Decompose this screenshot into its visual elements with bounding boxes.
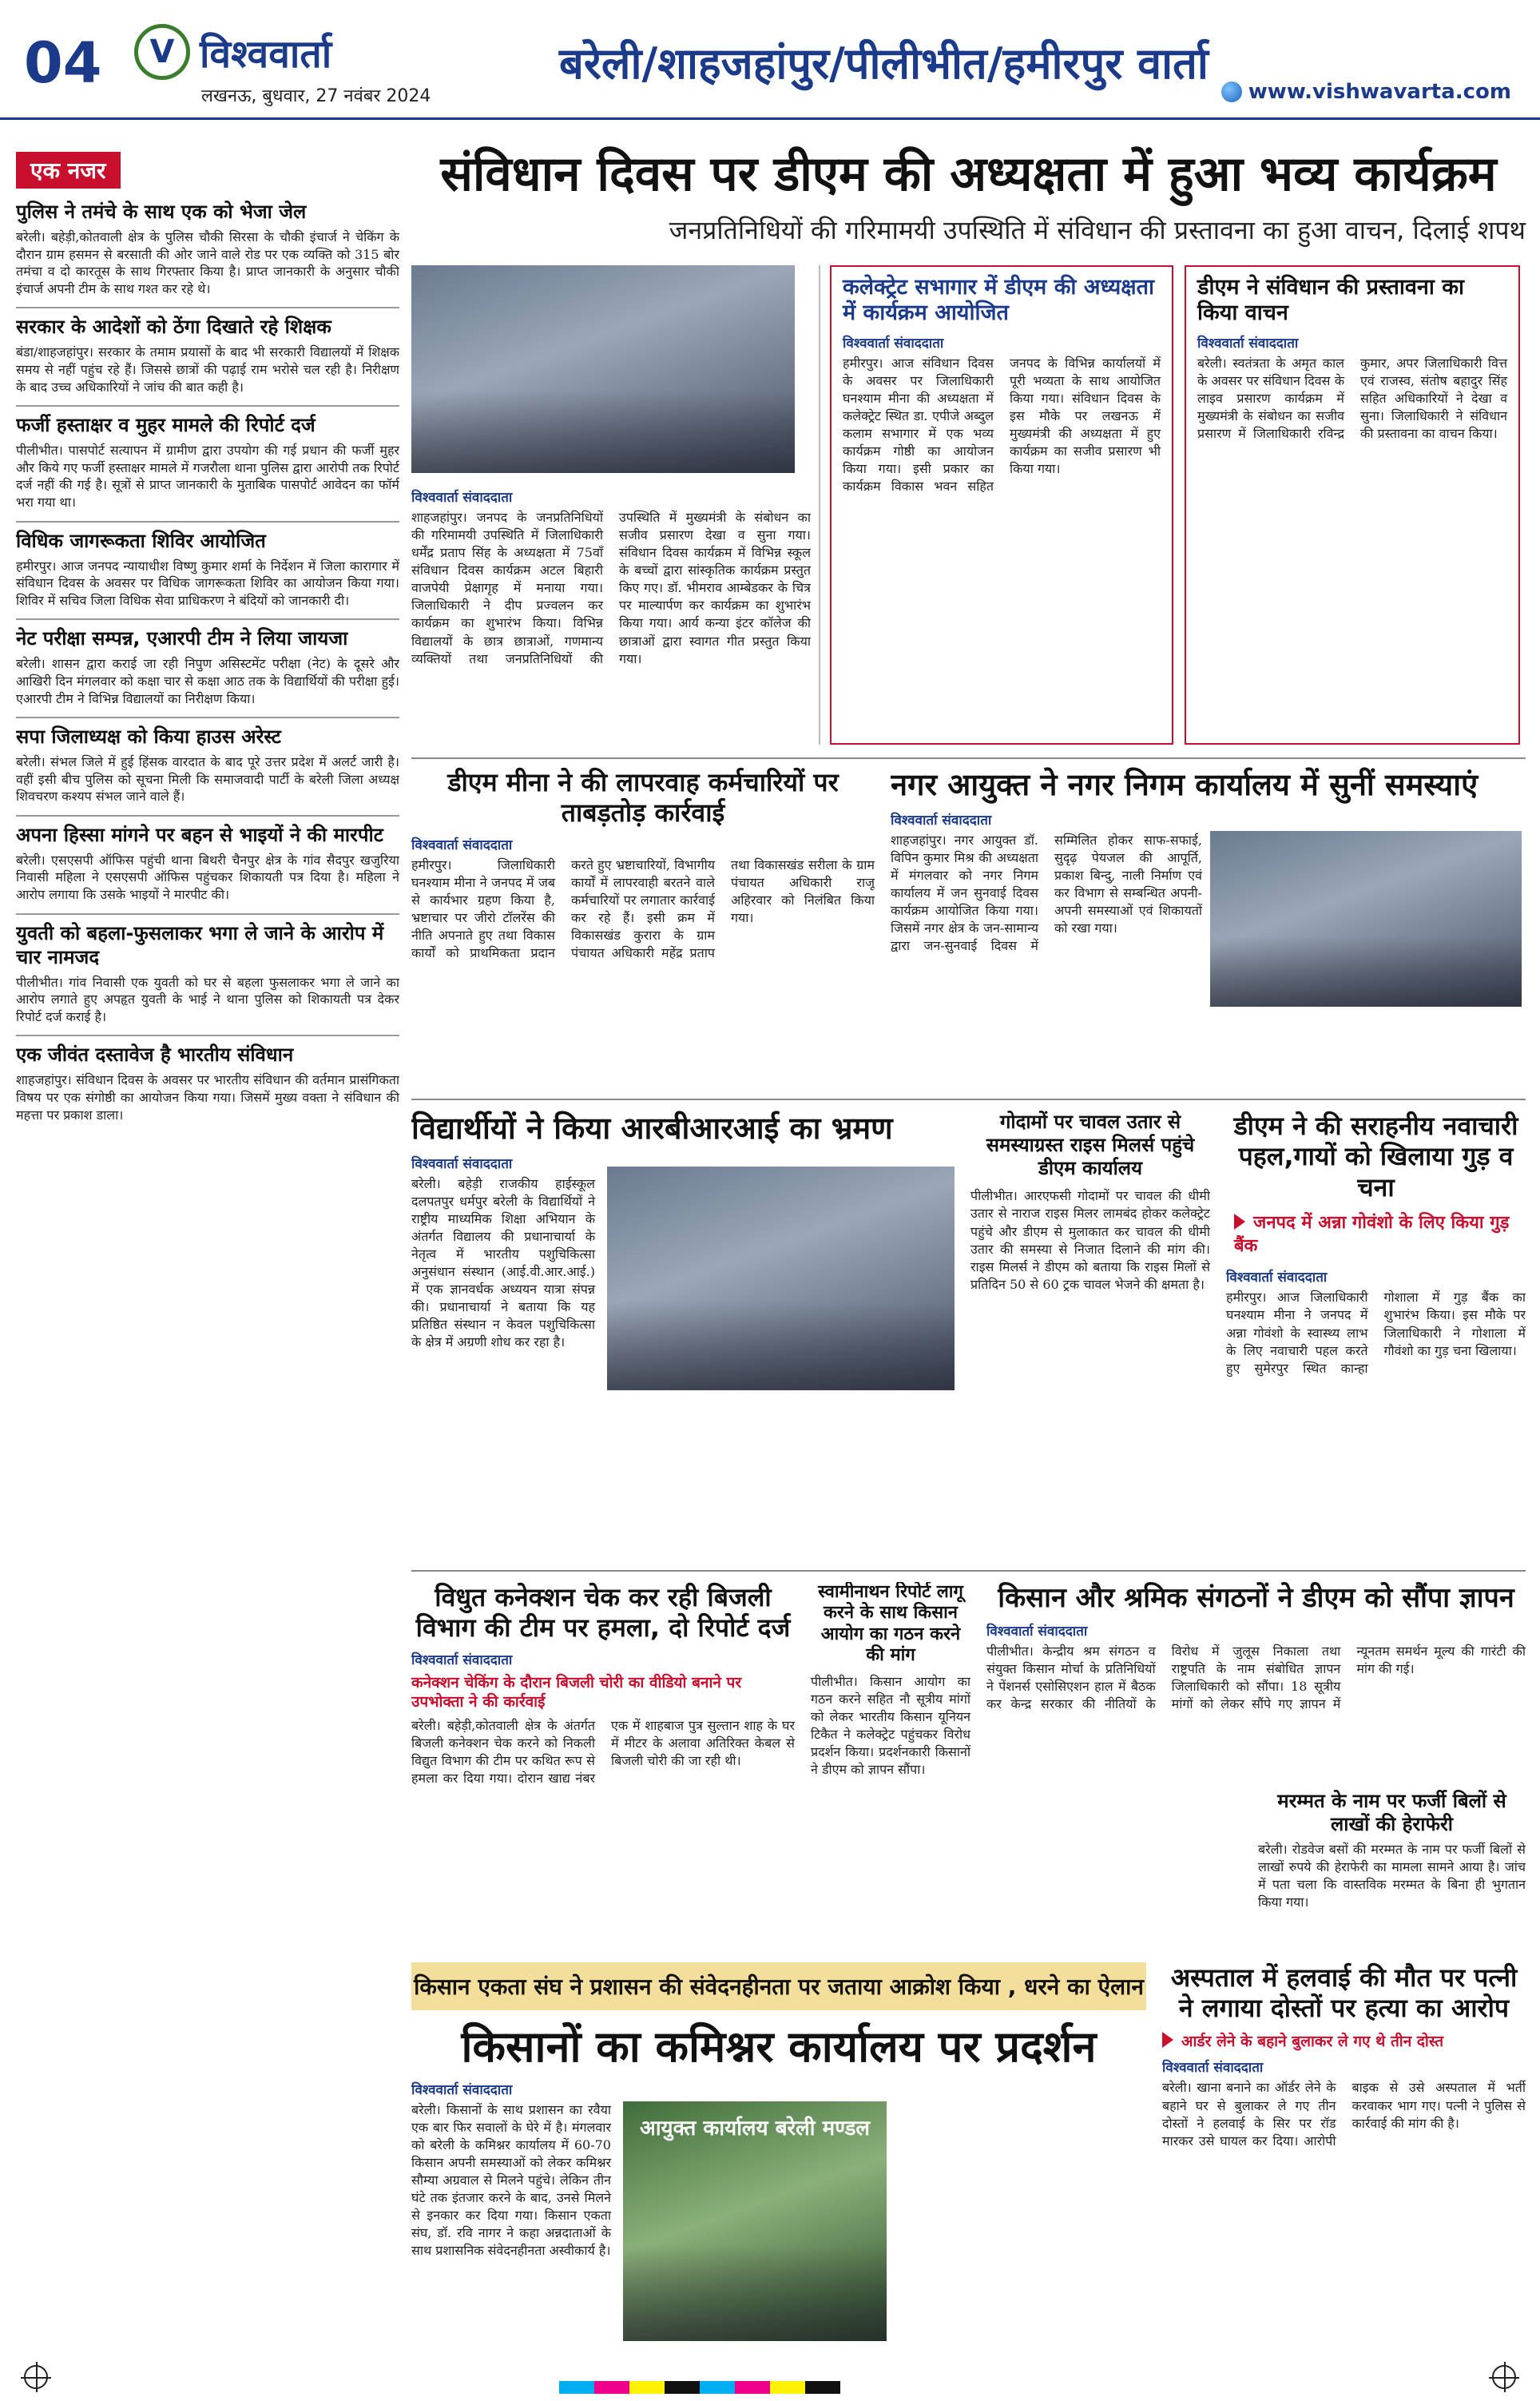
brief-title: अपना हिस्सा मांगने पर बहन से भाइयों ने की मारपीट [16,823,383,846]
brief-title: विधिक जागरूकता शिविर आयोजित [16,529,266,552]
masthead [0,0,1540,120]
story-headline: विद्यार्थीयों ने किया आरबीआरआई का भ्रमण [411,1111,893,1146]
callout-text: जनपद में अन्ना गोवंशो के लिए किया गुड़ बैंक [1234,1213,1510,1256]
lead-headline: संविधान दिवस पर डीएम की अध्यक्षता में हुआ भव्य कार्यक्रम [440,146,1497,202]
brief-item [16,823,399,904]
hospital-story [1162,1962,1526,2378]
main-area [411,128,1526,2389]
pointer-icon [1234,1214,1245,1230]
story-headline: अस्पताल में हलवाई की मौत पर पत्नी ने लगाया दोस्तों पर हत्या का आरोप [1170,1962,1518,2024]
brief-item [16,1043,399,1123]
story-headline: किसानों का कमिश्नर कार्यालय पर प्रदर्शन [461,2021,1097,2072]
collectorate-story [830,265,1173,745]
innovation-story [1226,1111,1526,1558]
story-headline: मरम्मत के नाम पर फर्जी बिलों से लाखों की हेराफेरी [1277,1790,1506,1835]
brief-item [16,315,399,396]
registration-mark [1492,2365,1516,2389]
magenta-swatch [735,2381,770,2394]
story-headline: डीएम मीना ने की लापरवाह कर्मचारियों पर ताबड़तोड़ कार्रवाई [447,767,839,829]
brief-title: फर्जी हस्ताक्षर व मुहर मामले की रिपोर्ट दर्ज [16,414,316,437]
story-callout [1226,1212,1526,1258]
byline: विश्ववार्ता संवाददाता [1197,335,1299,352]
brief-title: सरकार के आदेशों को ठेंगा दिखाते रहे शिक्षक [16,316,331,339]
story-headline: कलेक्ट्रेट सभागार में डीएम की अध्यक्षता में कार्यक्रम आयोजित [843,275,1155,326]
divider [16,521,399,523]
story-body: हमीरपुर। आज जिलाधिकारी घनश्याम मीना ने जनपद में अन्ना गोवंशो के स्वास्थ्य लाभ के लिए नवाचारी पहल करते हुए सुमेरपुर स्थित कान्हा गोशाला में गुड़ बैंक का शुभारंभ किया। इस मौके पर जिलाधिकारी ने गोशाला में गौवंशो का गुड़ चना खिलाया। [1226,1290,1526,1376]
story-headline: डीएम ने की सराहनीय नवाचारी पहल,गायों को खिलाया गुड़ व चना [1233,1111,1518,1202]
dateline: लखनऊ, बुधवार, 27 नवंबर 2024 [201,86,431,106]
pointer-icon [1162,2032,1173,2048]
brief-text: पीलीभीत। गांव निवासी एक युवती को घर से बहला फुसलाकर भगा ले जाने का आरोप लगाते हुए अपहृत युवती के भाई ने थाना पुलिस को शिकायती पत्र देकर रिपोर्ट दर्ज कराई है। [16,974,399,1024]
protest-photo [623,2101,887,2341]
section-rule [411,1570,1526,1572]
brief-title: नेट परीक्षा सम्पन्न, एआरपी टीम ने लिया जायजा [16,627,348,650]
registration-mark [24,2365,48,2389]
story-headline: किसान और श्रमिक संगठनों ने डीएम को सौंपा ज्ञापन [998,1582,1514,1614]
divider [16,717,399,718]
mayor-action-story [411,767,875,1087]
brief-text: पीलीभीत। पासपोर्ट सत्यापन में ग्रामीण द्वारा उपयोग की गई प्रधान की फर्जी मुहर और किये गए फर्जी हस्ताक्षर मामले में गजरौला थाना पुलिस द्वारा आरोपी तक रिपोर्ट दर्ज नहीं की गई है। सूत्रों से प्राप्त जानकारी के मुताबिक पासपोर्ट आवेदन का फॉर्म भरा गया था। [16,443,399,510]
brief-item [16,626,399,707]
byline: विश्ववार्ता संवाददाता [1162,2060,1264,2077]
brief-title: युवती को बहला-फुसलाकर भगा ले जाने के आरोप में चार नामजद [16,921,384,968]
byline: विश्ववार्ता संवाददाता [411,1155,513,1172]
cyan-swatch [700,2381,735,2394]
brief-text: बरेली। संभल जिले में हुई हिंसक वारदात के बाद पूरे उत्तर प्रदेश में अलर्ट जारी है। वहीं इसी बीच पुलिस को सूचना मिली कि समाजवादी पार्टी के बरेली जिला अध्यक्ष शिवचरण कश्यप संभल जाने वाले हैं। [16,754,399,805]
left-column [16,152,399,2381]
swaminathan-story [811,1582,970,1950]
logo-letter: V [149,34,175,70]
demolition-story [1258,1790,1526,1950]
magenta-swatch [594,2381,629,2394]
brief-text: बंडा/शाहजहांपुर। सरकार के तमाम प्रयासों के बाद भी सरकारी विद्यालयों में शिक्षक समय से नहीं पहुंच रहे हैं। जिससे छात्रों की पढ़ाई राम भरोसे चल रही है। निरीक्षण के बाद उच्च अधिकारियों ने जांच की बात कही है। [16,344,399,395]
section-tag: एक नजर [16,152,121,189]
story-body: बरेली। किसानों के साथ प्रशासन का रवैया एक बार फिर सवालों के घेरे में है। मंगलवार को बरेली के कमिश्नर कार्यालय में 60-70 किसान अपनी समस्याओं को लेकर कमिश्नर सौम्या अग्रवाल से मिलने पहुंचे। लेकिन तीन घंटे तक इंतजार करने के बाद, उनसे मिलने से इनकार कर दिया गया। किसान एकता संघ, डॉ. रवि नागर ने कहा अन्नदाताओं के साथ प्रशासनिक संवेदनहीनता अस्वीकार्य है। [411,2101,611,2259]
byline: विश्ववार्ता संवाददाता [411,837,513,853]
brief-item [16,200,399,297]
divider [16,307,399,308]
byline: विश्ववार्ता संवाददाता [843,335,944,352]
story-callout: कनेक्शन चेकिंग के दौरान बिजली चोरी का वीडियो बनाने पर उपभोक्ता ने की कार्रवाई [411,1673,742,1711]
story-body: हमीरपुर। जिलाधिकारी घनश्याम मीना ने जनपद में जब से कार्यभार ग्रहण किया है, भ्रष्टाचार पर जीरो टॉलरेंस की नीति अपनाते हुए तथा विकास कार्यों को प्राथमिकता प्रदान करते हुए भ्रष्टाचारियों, विभागीय कार्यों में लापरवाही बरतने वाले कर्मचारियों पर लगातार कार्रवाई कर रहे हैं। इसी क्रम में विकासखंड कुरारा के ग्राम पंचायत अधिकारी महेंद्र प्रताप तथा विकासखंड सरीला के ग्राम पंचायत अधिकारी राजू अहिरवार को निलंबित किया गया। [411,857,875,961]
divider [16,618,399,620]
brief-title: एक जीवंत दस्तावेज है भारतीय संविधान [16,1043,294,1067]
globe-icon [1221,81,1242,102]
page-number: 04 [24,30,102,96]
story-body: बरेली। बहेड़ी,कोतवाली क्षेत्र के अंतर्गत बिजली कनेक्शन चेक करने को निकली विद्युत विभाग की टीम पर कथित रूप से हमला कर दिया गया। दोरान खाद्य नंबर एक में शाहबाज पुत्र सुल्तान शाह के घर में मीटर के अलावा अतिरिक्त केबल से बिजली चोरी की जा रही थी। [411,1718,795,1787]
byline: विश्ववार्ता संवाददाता [411,2081,513,2098]
brief-title: सपा जिलाध्यक्ष को किया हाउस अरेस्ट [16,725,281,749]
story-body: बरेली। खाना बनाने का ऑर्डर लेने के बहाने घर से बुलाकर ले गए तीन दोस्तों ने हलवाई के सिर पर रॉड मारकर उसे घायल कर दिया। आरोपी बाइक से उसे अस्पताल में भर्ती करवाकर भाग गए। पत्नी ने पुलिस से कार्रवाई की मांग की है। [1162,2080,1526,2149]
brief-text: बरेली। बहेड़ी,कोतवाली क्षेत्र के पुलिस चौकी सिरसा के चौकी इंचार्ज ने चेकिंग के दौरान ग्राम हसमन से बरसाती की ओर जाने वाले रोड पर एक व्यक्ति को 315 बोर तमंचा व दो कारतूस के साथ गिरफ्तार किया है। प्राप्त जानकारी के अनुसार चौकी इंचार्ज अपनी टीम के साथ गश्त कर रहे थे। [16,229,399,296]
lead-article [411,481,811,737]
brief-item [16,725,399,805]
brief-item [16,529,399,610]
story-headline: गोदामों पर चावल उतार से समस्याग्रस्त राइस मिलर्स पहुंचे डीएम कार्यालय [986,1111,1195,1179]
story-body: बरेली। बहेड़ी राजकीय हाईस्कूल दलपतपुर धर्मपुर बरेली के विद्यार्थियों ने राष्ट्रीय माध्यमिक शिक्षा अभियान के अंतर्गत विद्यालय की प्रधानाचार्या के नेतृत्व में भारतीय पशुचिकित्सा अनुसंधान संस्थान (आई.वी.आर.आई.) में एक ज्ञानवर्धक अध्ययन यात्रा संपन्न की। प्रधानाचार्या ने बताया कि यह प्रतिष्ठित संस्थान न केवल पशुचिकित्सा के क्षेत्र में अग्रणी शोध कर रहा है। [411,1175,595,1350]
brief-title: पुलिस ने तमंचे के साथ एक को भेजा जेल [16,201,307,223]
electricity-story [411,1582,795,1950]
story-body: बरेली। स्वतंत्रता के अमृत काल के अवसर पर संविधान दिवस के लाइव प्रसारण कार्यक्रम में मुख्यमंत्री के संबोधन का सजीव प्रसारण में जिलाधिकारी रविन्द्र कुमार, अपर जिलाधिकारी वित्त एवं राजस्व, संतोष बहादुर सिंह सहित अधिकारियों ने देखा व सुना। जिलाधिकारी ने संविधान की प्रस्तावना का वाचन किया। [1197,355,1507,442]
byline: विश्ववार्ता संवाददाता [1226,1270,1328,1286]
yellow-swatch [629,2381,665,2394]
brief-item [16,921,399,1026]
farmers-banner: किसान एकता संघ ने प्रशासन की संवेदनहीनता पर जताया आक्रोश किया , धरने का ऐलान [411,1962,1146,2010]
rbi-photo [607,1167,955,1390]
story-headline: डीएम ने संविधान की प्रस्तावना का किया वाचन [1197,275,1465,326]
hearing-photo [1210,831,1522,1007]
section-rule [411,757,1526,759]
preamble-story [1185,265,1520,745]
story-body: पीलीभीत। केन्द्रीय श्रम संगठन व संयुक्त किसान मोर्चा के प्रतिनिधियों ने पेंशनर्स एसोसिएशन हाल में बैठक कर केन्द्र सरकार की नीतियों के विरोध में जुलूस निकाला तथा राष्ट्रपति के नाम संबोधित ज्ञापन जिलाधिकारी को सौंपा। 18 सूत्रीय मांगों को लेकर सौंपे गए ज्ञापन में न्यूनतम समर्थन मूल्य की गारंटी की मांग की गई। [986,1643,1526,1712]
story-headline: विधुत कनेक्शन चेक कर रही बिजली विभाग की टीम पर हमला, दो रिपोर्ट दर्ज [415,1582,791,1644]
cyan-swatch [559,2381,594,2394]
callout-text: आर्डर लेने के बहाने बुलाकर ले गए थे तीन दोस्त [1181,2032,1444,2050]
story-body: पीलीभीत। आरएफसी गोदामों पर चावल की धीमी उतार से नाराज राइस मिलर लामबंद होकर कलेक्ट्रेट पहुंचे और डीएम से मुलाकात कर चावल की धीमी उतार की समस्या से निजात दिलाने की मांग की। राइस मिलर्स ने डीएम को बताया कि राइस मिलों से प्रतिदिन 50 से 60 ट्रक चावल भेजने की क्षमता है। [970,1188,1210,1292]
lead-subhead: जनप्रतिनिधियों की गरिमामयी उपस्थिति में संविधान की प्रस्तावना का हुआ वाचन, दिलाई शपथ [669,215,1526,245]
color-bar [559,2381,840,2394]
divider [16,815,399,817]
yellow-swatch [770,2381,805,2394]
brief-text: बरेली। एसएसपी ऑफिस पहुंची थाना बिथरी चैनपुर क्षेत्र के गांव सैदपुर खजुरिया निवासी महिला ने एसएसपी ऑफिस पहुंचकर शिकायती पत्र दिया है। महिला ने आरोप लगाया कि उसके भाइयों ने मारपीट की। [16,852,399,903]
region-title: बरेली/शाहजहांपुर/पीलीभीत/हमीरपुर वार्ता [559,38,1209,89]
black-swatch [665,2381,700,2394]
story-callout [1162,2032,1526,2052]
column-rule [819,265,820,745]
website[interactable] [1221,80,1511,104]
story-headline: स्वामीनाथन रिपोर्ट लागू करने के साथ किसान आयोग का गठन करने की मांग [818,1582,963,1666]
story-body: पीलीभीत। किसान आयोग का गठन करने सहित नौ सूत्रीय मांगों को लेकर भारतीय किसान यूनियन टिकैत ने कलेक्ट्रेट पहुंचकर विरोध प्रदर्शन किया। प्रदर्शनकारी किसानों ने डीएम को ज्ञापन सौंपा। [811,1673,970,1777]
byline: विश्ववार्ता संवाददाता [986,1623,1088,1640]
rice-millers-story [970,1111,1210,1558]
brief-text: बरेली। शासन द्वारा कराई जा रही निपुण असिस्टमेंट परीक्षा (नेट) के दूसरे और आखिरी दिन मंगलवार को कक्षा चार से कक्षा आठ तक के विद्यार्थियों की परीक्षा हुई। एआरपी टीम ने विभिन्न विद्यालयों का निरीक्षण किया। [16,656,399,706]
divider [16,405,399,407]
brief-text: शाहजहांपुर। संविधान दिवस के अवसर पर भारतीय संविधान की वर्तमान प्रासंगिकता विषय पर एक संगोष्ठी का आयोजन किया गया। जिसमें मुख्य वक्ता ने संविधान की महत्ता पर प्रकाश डाला। [16,1072,399,1123]
brief-item [16,413,399,511]
story-body: बरेली। रोडवेज बसों की मरम्मत के नाम पर फर्जी बिलों से लाखों रुपये की हेराफेरी का मामला सामने आया है। जांच में पता चला कि वास्तविक मरम्मत के बिना ही भुगतान किया गया। [1258,1841,1526,1910]
black-swatch [805,2381,840,2394]
logo [134,24,190,80]
brand-name: विश्ववार्ता [200,32,332,77]
divider [16,913,399,915]
byline: विश्ववार्ता संवाददाता [411,1652,513,1668]
story-body: हमीरपुर। आज संविधान दिवस के अवसर पर जिलाधिकारी घनश्याम मीना की अध्यक्षता में कलेक्ट्रेट स्थित डा. एपीजे अब्दुल कलाम सभागार में एक भव्य कार्यक्रम गोष्ठी का आयोजन किया गया। इसी प्रकार का कार्यक्रम विकास भवन सहित जनपद के विभिन्न कार्यालयों में पूरी भव्यता के साथ आयोजित किया गया। संविधान दिवस के इस मौके पर लखनऊ में मुख्यमंत्री की अध्यक्षता में हुए कार्यक्रम का सजीव प्रसारण भी किया गया। [843,355,1161,495]
lead-photo [411,265,795,473]
story-headline: नगर आयुक्त ने नगर निगम कार्यालय में सुनीं समस्याएं [891,767,1478,802]
byline: विश्ववार्ता संवाददाता [411,490,513,506]
section-rule [411,1099,1526,1100]
byline: विश्ववार्ता संवाददाता [891,812,992,829]
lead-body: शाहजहांपुर। जनपद के जनप्रतिनिधियों की गरिमामयी उपस्थिति में जिलाधिकारी धर्मेंद्र प्रताप सिंह के अध्यक्षता में 75वाँ संविधान दिवस कार्यक्रम अटल बिहारी वाजपेयी प्रेक्षागृह में मनाया गया। जिलाधिकारी ने दीप प्रज्वलन कर कार्यक्रम का शुभारंभ किया। विभिन्न विद्यालयों के छात्र छात्राओं, गणमान्य व्यक्तियों तथा जनप्रतिनिधियों की उपस्थिति में मुख्यमंत्री के संबोधन का सजीव प्रसारण देखा व सुना गया। संविधान दिवस कार्यक्रम में विभिन्न स्कूल के बच्चों द्वारा सांस्कृतिक कार्यक्रम प्रस्तुत किए गए। डॉ. भीमराव आम्बेडकर के चित्र पर माल्यार्पण कर कार्यक्रम का शुभारंभ किया गया। आर्य कन्या इंटर कॉलेज की छात्राओं द्वारा स्वागत गीत प्रस्तुत किया गया। [411,510,811,666]
story-body: शाहजहांपुर। नगर आयुक्त डॉ. विपिन कुमार मिश्र की अध्यक्षता में मंगलवार को नगर निगम कार्यालय में जन सुनवाई दिवस कार्यक्रम आयोजित किया गया। जिसमें नगर क्षेत्र के जन-सामान्य द्वारा जन-सुनवाई दिवस में सम्मिलित होकर साफ-सफाई, सुदृढ़ पेयजल की आपूर्ति, प्रकाश बिन्दु, नाली निर्माण एवं कर विभाग से सम्बन्धित अपनी-अपनी समस्याओं एवं शिकायतों को रखा गया। [891,832,1202,954]
brief-text: हमीरपुर। आज जनपद न्यायाधीश विष्णु कुमार शर्मा के निर्देशन में जिला कारागार में संविधान दिवस के अवसर पर विधिक जागरूकता शिविर का आयोजन किया गया। शिविर में सचिव जिला विधिक सेवा प्राधिकरण ने बंदियों को जानकारी दी। [16,558,399,608]
divider [16,1035,399,1036]
photo-caption: आयुक्त कार्यालय बरेली मण्डल [639,2117,871,2141]
website-text: www.vishwavarta.com [1248,80,1511,104]
